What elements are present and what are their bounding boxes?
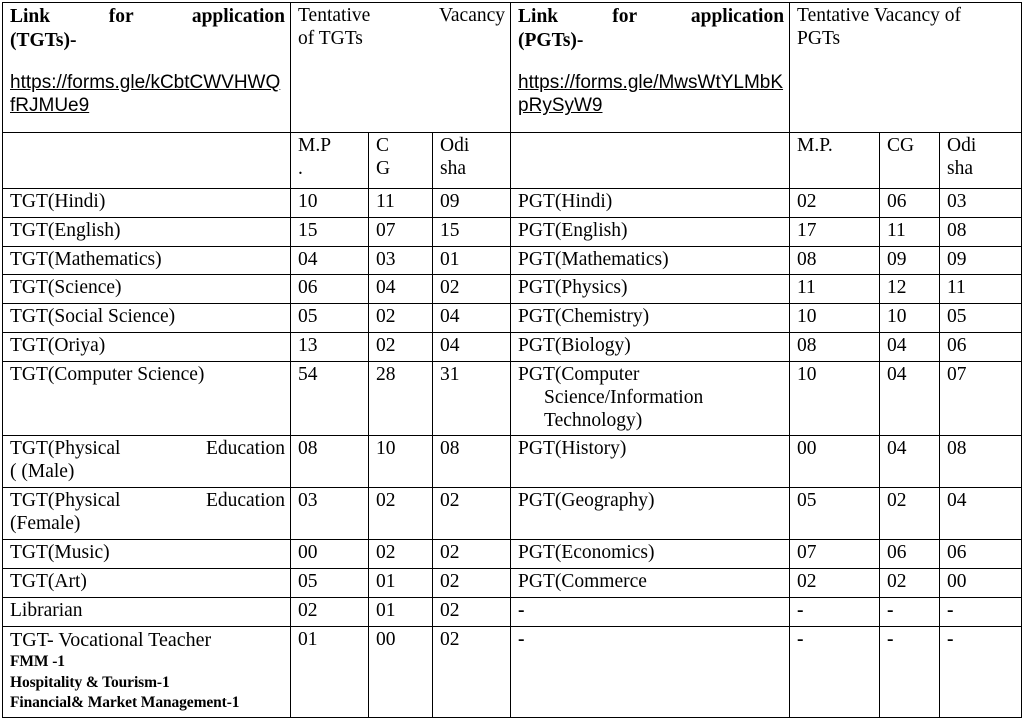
table-row (3, 217, 1022, 246)
tgt-odisha-value: 08 (433, 436, 511, 488)
pgt-subject-label: PGT(Biology) (511, 333, 790, 362)
pgt-odisha-value: 04 (940, 488, 1022, 540)
pgt-cg-value: 06 (880, 189, 940, 218)
tgt-vacancy-header (291, 3, 511, 133)
pgt-cg-value: 09 (880, 246, 940, 275)
pgt-mp-value: 00 (790, 436, 880, 488)
tgt-mp-header-line1: M.P (298, 135, 332, 156)
tgt-mp-value: 01 (291, 626, 369, 717)
tgt-mp-value: 04 (291, 246, 369, 275)
pgt-mp-value: - (790, 626, 880, 717)
tgt-cg-value: 00 (369, 626, 433, 717)
tgt-cg-header-line1: C (376, 135, 390, 156)
tgt-odisha-value: 02 (433, 597, 511, 626)
tgt-mp-value: 05 (291, 569, 369, 598)
tgt-odisha-header (433, 133, 511, 189)
table-row (3, 246, 1022, 275)
pgt-cg-value: 04 (880, 333, 940, 362)
table-row (3, 361, 1022, 435)
tgt-odisha-value: 02 (433, 540, 511, 569)
tgt-odisha-value: 04 (433, 304, 511, 333)
tgt-application-link[interactable]: https://forms.gle/kCbtCWVHWQfRJMUe9 (10, 71, 281, 117)
table-row (3, 540, 1022, 569)
pgt-vacancy-line1: Tentative Vacancy of (797, 5, 961, 26)
tgt-cg-value: 02 (369, 488, 433, 540)
pgt-cg-value: - (880, 626, 940, 717)
pgt-title-word-2: for (612, 6, 637, 27)
tgt-mp-value: 00 (291, 540, 369, 569)
tgt-subject-label: TGT(Mathematics) (3, 246, 291, 275)
spacer (518, 54, 784, 71)
table-row (3, 189, 1022, 218)
table-row (3, 488, 1022, 540)
tgt-cg-header-line2: G (376, 157, 391, 179)
tgt-label-word2: Education (205, 490, 285, 512)
pgt-mp-header: M.P. (790, 133, 880, 189)
tgt-mp-value: 54 (291, 361, 369, 435)
tgt-title-word-1: Link (10, 6, 51, 27)
pgt-odisha-header (940, 133, 1022, 189)
tgt-vacancy-line2: of TGTs (298, 27, 363, 49)
table-row (3, 569, 1022, 598)
pgt-subject-label: PGT(Physics) (511, 275, 790, 304)
tgt-subject-label: TGT(English) (3, 217, 291, 246)
pgt-label-line1: PGT(Computer (518, 363, 640, 385)
tgt-odisha-value: 02 (433, 275, 511, 304)
document-page (0, 2, 1024, 712)
tgt-cg-value: 02 (369, 304, 433, 333)
pgt-cg-value: 06 (880, 540, 940, 569)
pgt-title-word-1: Link (518, 6, 559, 27)
pgt-label-line2: Science/Information (544, 386, 704, 408)
tgt-odisha-value: 31 (433, 361, 511, 435)
pgt-vacancy-line2: PGTs (797, 27, 841, 49)
tgt-mp-value: 02 (291, 597, 369, 626)
tgt-mp-value: 13 (291, 333, 369, 362)
pgt-mp-value: - (790, 597, 880, 626)
pgt-odisha-value: 03 (940, 189, 1022, 218)
pgt-title-word-3: application (690, 6, 785, 27)
pgt-subject-label (511, 361, 790, 435)
tgt-label-line2: (Female) (10, 513, 81, 535)
pgt-subject-label: PGT(Geography) (511, 488, 790, 540)
pgt-link-title (518, 5, 784, 54)
pgt-mp-value: 05 (790, 488, 880, 540)
tgt-mp-value: 08 (291, 436, 369, 488)
vacancy-table (2, 2, 1022, 718)
pgt-odisha-value: 06 (940, 540, 1022, 569)
tgt-vocational-sub-2: Hospitality & Tourism-1 (10, 673, 170, 691)
tgt-label-word2: Education (205, 438, 285, 460)
pgt-odisha-value: 11 (940, 275, 1022, 304)
pgt-cg-value: 11 (880, 217, 940, 246)
pgt-odisha-header-line2: sha (947, 157, 974, 179)
pgt-subject-label: PGT(Hindi) (511, 189, 790, 218)
pgt-mp-value: 07 (790, 540, 880, 569)
tgt-vocational-sub-1: FMM -1 (10, 653, 65, 671)
tgt-subject-label (3, 488, 291, 540)
tgt-cg-value: 07 (369, 217, 433, 246)
tgt-label-line2: ( (Male) (10, 461, 75, 483)
tgt-subject-label: TGT(Hindi) (3, 189, 291, 218)
pgt-cg-value: 04 (880, 361, 940, 435)
pgt-subject-label: PGT(History) (511, 436, 790, 488)
tgt-link-cell (3, 3, 291, 133)
pgt-cg-value: - (880, 597, 940, 626)
tgt-subject-label: TGT(Science) (3, 275, 291, 304)
table-row (3, 597, 1022, 626)
pgt-subject-label: - (511, 597, 790, 626)
table-row (3, 626, 1022, 717)
tgt-link-title (10, 5, 285, 54)
pgt-odisha-value: 06 (940, 333, 1022, 362)
pgt-odisha-value: 00 (940, 569, 1022, 598)
tgt-title-word-3: application (191, 6, 286, 27)
pgt-odisha-value: - (940, 626, 1022, 717)
pgt-odisha-value: 08 (940, 217, 1022, 246)
pgt-subject-label: - (511, 626, 790, 717)
tgt-mp-value: 05 (291, 304, 369, 333)
pgt-mp-value: 08 (790, 333, 880, 362)
pgt-subject-label: PGT(Mathematics) (511, 246, 790, 275)
pgt-subject-label: PGT(English) (511, 217, 790, 246)
pgt-subject-label: PGT(Commerce (511, 569, 790, 598)
tgt-title-line2: (TGTs)- (10, 30, 77, 52)
tgt-vocational-title: TGT- Vocational Teacher (10, 628, 212, 651)
pgt-cg-value: 02 (880, 569, 940, 598)
tgt-cg-value: 03 (369, 246, 433, 275)
tgt-odisha-value: 02 (433, 569, 511, 598)
tgt-cg-header (369, 133, 433, 189)
tgt-odisha-value: 02 (433, 626, 511, 717)
pgt-odisha-value: - (940, 597, 1022, 626)
tgt-title-word-2: for (108, 6, 134, 27)
tgt-cg-value: 28 (369, 361, 433, 435)
state-header-row (3, 133, 1022, 189)
tgt-odisha-value: 04 (433, 333, 511, 362)
blank-header-left (3, 133, 291, 189)
tgt-mp-header-line2: . (298, 157, 303, 179)
tgt-odisha-value: 09 (433, 189, 511, 218)
pgt-cg-value: 04 (880, 436, 940, 488)
tgt-subject-label: Librarian (3, 597, 291, 626)
pgt-link-cell (511, 3, 790, 133)
blank-header-right (511, 133, 790, 189)
tgt-cg-value: 02 (369, 333, 433, 362)
tgt-odisha-value: 02 (433, 488, 511, 540)
pgt-odisha-value: 09 (940, 246, 1022, 275)
table-header-row (3, 3, 1022, 133)
tgt-subject-label: TGT(Art) (3, 569, 291, 598)
tgt-cg-value: 02 (369, 540, 433, 569)
table-row (3, 304, 1022, 333)
tgt-cg-value: 04 (369, 275, 433, 304)
pgt-mp-value: 10 (790, 304, 880, 333)
pgt-vacancy-header (790, 3, 1022, 133)
tgt-subject-label: TGT(Oriya) (3, 333, 291, 362)
tgt-odisha-value: 01 (433, 246, 511, 275)
tgt-cg-value: 01 (369, 569, 433, 598)
tgt-vacancy-line1: Tentative Vacancy (298, 5, 506, 26)
pgt-cg-value: 02 (880, 488, 940, 540)
pgt-mp-value: 17 (790, 217, 880, 246)
pgt-odisha-value: 05 (940, 304, 1022, 333)
pgt-odisha-value: 08 (940, 436, 1022, 488)
pgt-subject-label: PGT(Economics) (511, 540, 790, 569)
table-row (3, 275, 1022, 304)
spacer (10, 54, 285, 71)
tgt-cg-value: 11 (369, 189, 433, 218)
pgt-label-line3: Technology) (544, 409, 643, 431)
table-row (3, 333, 1022, 362)
tgt-mp-value: 03 (291, 488, 369, 540)
tgt-cg-value: 10 (369, 436, 433, 488)
pgt-odisha-header-line1: Odi (947, 135, 977, 156)
tgt-label-word1: TGT(Physical (10, 490, 121, 512)
tgt-subject-label (3, 626, 291, 717)
pgt-cg-value: 10 (880, 304, 940, 333)
tgt-vocational-sub-3: Financial& Market Management-1 (10, 694, 240, 712)
pgt-mp-value: 02 (790, 569, 880, 598)
tgt-odisha-value: 15 (433, 217, 511, 246)
tgt-label-word1: TGT(Physical (10, 438, 121, 460)
pgt-cg-value: 12 (880, 275, 940, 304)
pgt-mp-value: 02 (790, 189, 880, 218)
pgt-mp-value: 10 (790, 361, 880, 435)
table-row (3, 436, 1022, 488)
tgt-mp-header (291, 133, 369, 189)
tgt-mp-value: 06 (291, 275, 369, 304)
tgt-subject-label: TGT(Computer Science) (3, 361, 291, 435)
tgt-mp-value: 15 (291, 217, 369, 246)
tgt-subject-label: TGT(Music) (3, 540, 291, 569)
pgt-title-line2: (PGTs)- (518, 30, 584, 52)
pgt-mp-value: 08 (790, 246, 880, 275)
pgt-odisha-value: 07 (940, 361, 1022, 435)
tgt-odisha-header-line2: sha (440, 157, 466, 179)
pgt-cg-header: CG (880, 133, 940, 189)
pgt-application-link[interactable]: https://forms.gle/MwsWtYLMbKpRySyW9 (518, 71, 784, 117)
tgt-odisha-header-line1: Odi (440, 135, 470, 156)
tgt-mp-value: 10 (291, 189, 369, 218)
tgt-subject-label: TGT(Social Science) (3, 304, 291, 333)
pgt-mp-value: 11 (790, 275, 880, 304)
pgt-subject-label: PGT(Chemistry) (511, 304, 790, 333)
tgt-cg-value: 01 (369, 597, 433, 626)
tgt-subject-label (3, 436, 291, 488)
